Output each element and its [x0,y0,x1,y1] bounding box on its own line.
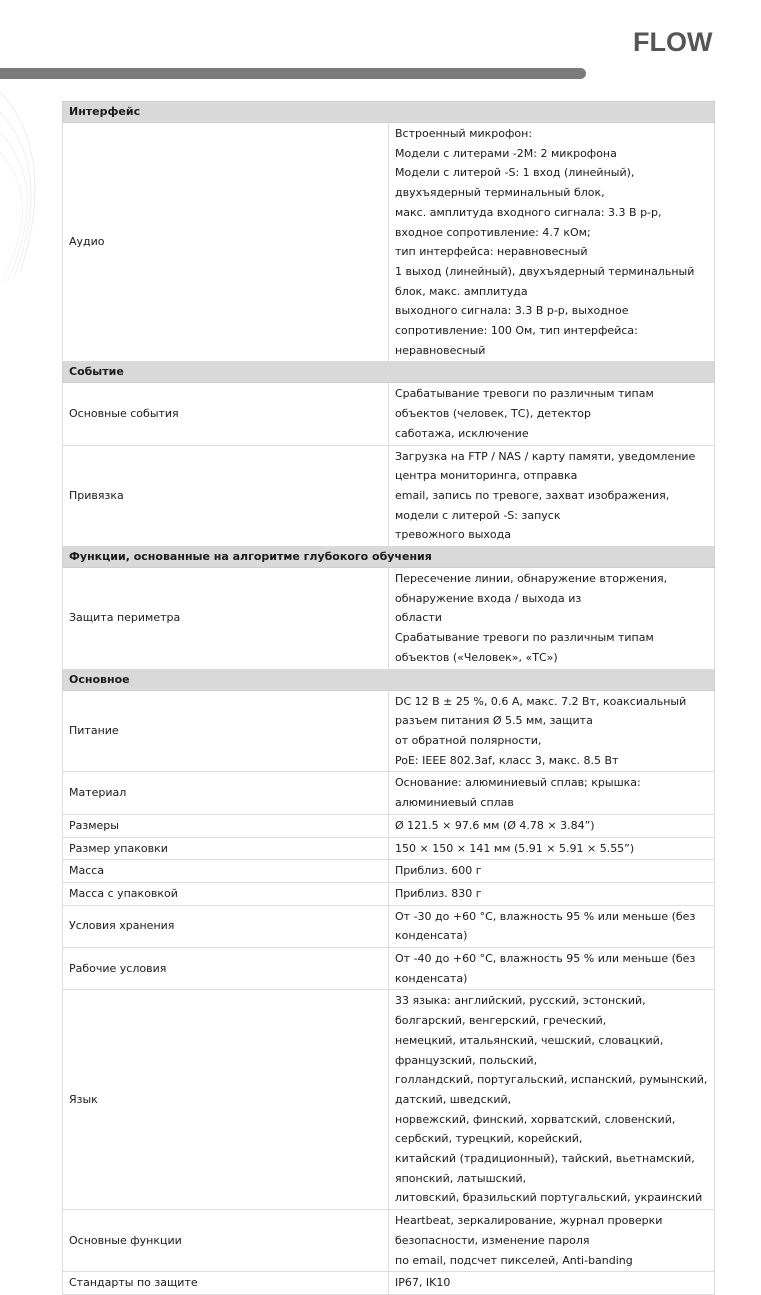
spec-value-line: Основание: алюминиевый сплав; крышка: алюминиевый сплав [395,776,641,810]
section-header-row [63,547,715,568]
spec-row [63,445,715,547]
spec-label: Масса с упаковкой [63,882,389,905]
spec-value-line: 150 × 150 × 141 мм (5.91 × 5.91 × 5.55”) [395,841,635,855]
spec-row [63,905,715,947]
decorative-swoosh [0,82,60,282]
spec-label: Основные события [63,383,389,445]
spec-value [389,772,715,814]
spec-value-line: 1 выход (линейный), двухъядерный терминальный блок, макс. амплитуда [395,264,695,298]
brand-logo: FLOW [633,27,713,57]
section-title: Функции, основанные на алгоритме глубокого обучения [63,547,715,568]
spec-row [63,1272,715,1295]
section-header-row [63,362,715,383]
spec-label: Привязка [63,445,389,547]
spec-value-line: немецкий, итальянский, чешский, словацкий, французский, польский, [395,1033,664,1067]
spec-label: Язык [63,990,389,1210]
spec-value-line: От -40 до +60 °C, влажность 95 % или меньше (без конденсата) [395,952,696,985]
spec-value-line: саботажа, исключение [395,426,529,440]
spec-label: Условия хранения [63,905,389,947]
spec-value-line: тип интерфейса: неравновесный [395,245,588,259]
spec-row [63,1210,715,1272]
spec-value-line: норвежский, финский, хорватский, словенский, сербский, турецкий, корейский, [395,1112,676,1146]
spec-value-line: IP67, IK10 [395,1276,451,1290]
spec-label: Размер упаковки [63,837,389,860]
spec-value-line: голландский, португальский, испанский, румынский, датский, шведский, [395,1073,708,1106]
spec-label: Защита периметра [63,568,389,670]
spec-value [389,837,715,860]
spec-value [389,1210,715,1272]
spec-value [389,860,715,883]
spec-value [389,1272,715,1295]
spec-value [389,568,715,670]
spec-value-line: От -30 до +60 °C, влажность 95 % или меньше (без конденсата) [395,909,696,943]
spec-row [63,837,715,860]
spec-value [389,814,715,837]
spec-table [62,101,715,1295]
spec-value-line: по email, подсчет пикселей, Anti-banding [395,1253,633,1267]
section-header-row [63,102,715,123]
spec-row [63,814,715,837]
spec-row [63,772,715,814]
spec-value-line: макс. амплитуда входного сигнала: 3.3 В p-p, входное сопротивление: 4.7 кОм; [395,205,662,239]
spec-value-line: Ø 121.5 × 97.6 мм (Ø 4.78 × 3.84”) [395,818,595,832]
spec-row [63,948,715,990]
spec-value [389,905,715,947]
spec-value [389,948,715,990]
spec-value [389,690,715,772]
spec-label: Рабочие условия [63,948,389,990]
spec-row [63,882,715,905]
spec-value-line: 33 языка: английский, русский, эстонский, болгарский, венгерский, греческий, [395,994,646,1028]
spec-value-line: литовский, бразильский португальский, украинский [395,1191,703,1205]
header-divider-bar [0,68,586,79]
spec-label: Питание [63,690,389,772]
spec-value [389,445,715,547]
spec-value-line: Срабатывание тревоги по различным типам объектов («Человек», «ТС») [395,631,654,664]
section-title: Основное [63,669,715,690]
spec-value-line: Срабатывание тревоги по различным типам объектов (человек, ТС), детектор [395,387,654,421]
spec-row [63,860,715,883]
section-title: Интерфейс [63,102,715,123]
spec-value [389,990,715,1210]
spec-label: Стандарты по защите [63,1272,389,1295]
spec-row [63,690,715,772]
spec-label: Размеры [63,814,389,837]
spec-value [389,383,715,445]
spec-row [63,383,715,445]
spec-value-line: Приблиз. 830 г [395,886,482,900]
spec-value-line: от обратной полярности, [395,733,542,747]
spec-value-line: неравновесный [395,343,486,357]
spec-value-line: Приблиз. 600 г [395,864,482,878]
spec-value-line: выходного сигнала: 3.3 В p-p, выходное сопротивление: 100 Ом, тип интерфейса: [395,304,638,338]
spec-value-line: Модели с литерой -S: 1 вход (линейный), двухъядерный терминальный блок, [395,166,635,200]
spec-value-line: Heartbeat, зеркалирование, журнал проверки безопасности, изменение пароля [395,1214,663,1247]
spec-label: Материал [63,772,389,814]
spec-value-line: PoE: IEEE 802.3af, класс 3, макс. 8.5 Вт [395,753,619,767]
spec-row [63,568,715,670]
spec-label: Аудио [63,123,389,362]
spec-value-line: тревожного выхода [395,528,511,542]
section-title: Событие [63,362,715,383]
spec-value-line: Встроенный микрофон: [395,127,533,140]
spec-row [63,123,715,362]
spec-label: Масса [63,860,389,883]
spec-label: Основные функции [63,1210,389,1272]
spec-value-line: email, запись по тревоге, захват изображения, модели с литерой -S: запуск [395,488,670,522]
spec-value-line: Модели с литерами -2M: 2 микрофона [395,146,617,160]
section-header-row [63,669,715,690]
spec-row [63,990,715,1210]
spec-value-line: китайский (традиционный), тайский, вьетнамский, японский, латышский, [395,1152,695,1185]
spec-value-line: Пересечение линии, обнаружение вторжения, обнаружение входа / выхода из [395,572,668,605]
spec-value [389,882,715,905]
spec-value-line: области [395,611,442,625]
spec-value [389,123,715,362]
spec-value-line: Загрузка на FTP / NAS / карту памяти, уведомление центра мониторинга, отправка [395,449,696,483]
spec-value-line: DC 12 В ± 25 %, 0.6 А, макс. 7.2 Вт, коаксиальный разъем питания Ø 5.5 мм, защита [395,694,687,728]
